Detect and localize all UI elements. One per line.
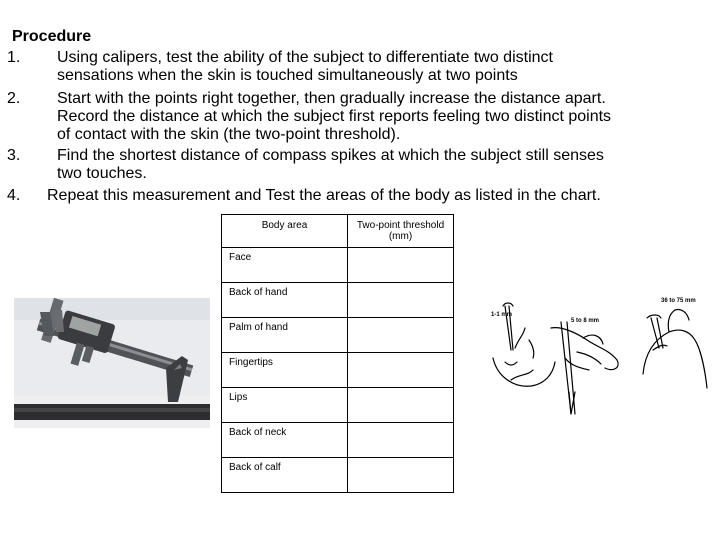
procedure-step [0,186,700,206]
table-row [222,353,454,388]
procedure-step [0,89,700,145]
procedure-step [0,48,700,88]
procedure-step [0,146,700,184]
threshold-cell[interactable] [348,248,454,283]
header-threshold: Two-point threshold (mm) [348,215,454,248]
body-area-cell: Fingertips [222,353,348,388]
body-area-cell: Back of calf [222,458,348,493]
step-number: 1. [7,49,21,66]
threshold-cell[interactable] [348,318,454,353]
threshold-cell[interactable] [348,423,454,458]
step-number: 2. [7,90,21,107]
body-area-cell: Back of hand [222,283,348,318]
step-text: Repeat this measurement and Test the areas of the body as listed in the chart. [47,187,601,204]
table-row [222,423,454,458]
step-text: Using calipers, test the ability of the subject to differentiate two distinct sensations when the skin is touched simultaneously at two points [57,49,553,84]
table-row [222,318,454,353]
step-number: 3. [7,147,21,164]
threshold-cell[interactable] [348,283,454,318]
label-small: 1-1 mm [491,312,513,318]
threshold-cell[interactable] [348,458,454,493]
step-number: 4. [7,187,21,204]
table-row [222,388,454,423]
table-row [222,458,454,493]
step-text: Find the shortest distance of compass spikes at which the subject still senses two touches. [57,147,604,182]
threshold-table [221,214,454,493]
step-text: Start with the points right together, then gradually increase the distance apart. Record the distance at which the subject first reports feeling two distinct points of contact with the skin (the two-point threshold). [57,90,612,143]
caliper-photo [14,298,210,428]
body-area-cell: Lips [222,388,348,423]
threshold-cell[interactable] [348,388,454,423]
body-area-cell: Back of neck [222,423,348,458]
body-area-cell: Face [222,248,348,283]
label-large: 36 to 75 mm [661,298,696,304]
body-area-cell: Palm of hand [222,318,348,353]
label-medium: 5 to 8 mm [571,318,600,324]
table-row [222,283,454,318]
header-body-area: Body area [222,215,348,248]
procedure-title: Procedure [12,28,92,45]
table-header-row [222,215,454,248]
two-point-test-illustration [483,288,715,438]
threshold-cell[interactable] [348,353,454,388]
table-row [222,248,454,283]
